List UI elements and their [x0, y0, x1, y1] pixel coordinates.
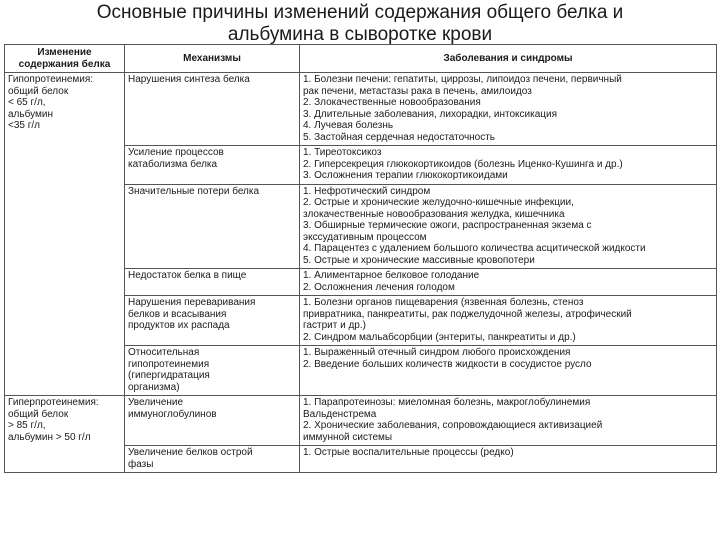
category-cell-hyperproteinemia	[5, 396, 125, 446]
table-header-row	[5, 45, 717, 73]
mechanism-cell	[125, 446, 300, 473]
table-row	[5, 73, 717, 146]
disease-line: 2. Острые и хронические желудочно-кишечные инфекции,	[303, 197, 574, 208]
category-line: < 65 г/л,	[8, 97, 46, 108]
mechanism-line: фазы	[128, 458, 154, 470]
disease-line: рак печени, метастазы рака в печень, амилоидоз	[303, 85, 532, 97]
table-row	[5, 269, 717, 296]
category-line: альбумин	[8, 108, 53, 120]
diseases-cell	[300, 146, 717, 185]
diseases-cell	[300, 73, 717, 146]
disease-line: иммунной системы	[303, 431, 393, 443]
category-line: > 85 г/л,	[8, 420, 46, 431]
header-change-line: Изменение	[37, 47, 92, 58]
disease-line: 2. Хронические заболевания, сопровождающиеся активизацией	[303, 420, 603, 431]
category-line: общий белок	[8, 85, 69, 97]
mechanism-cell	[125, 396, 300, 446]
category-cell-empty	[5, 269, 125, 296]
disease-line: 2. Гиперсекреция глюкокортикоидов (болезнь Иценко-Кушинга и др.)	[303, 158, 623, 170]
mechanism-cell	[125, 269, 300, 296]
mechanism-line: (гипергидратация	[128, 370, 210, 381]
mechanism-line: Увеличение	[128, 397, 184, 408]
mechanism-cell	[125, 73, 300, 146]
header-change-line: содержания белка	[18, 58, 111, 70]
table-row	[5, 184, 717, 269]
mechanism-line: белков и всасывания	[128, 308, 227, 320]
category-cell-empty	[5, 446, 125, 473]
disease-line: 2. Злокачественные новообразования	[303, 97, 481, 108]
header-diseases: Заболевания и синдромы	[300, 45, 717, 73]
disease-line: 1. Выраженный отечный синдром любого происхождения	[303, 347, 571, 358]
disease-line: гастрит и др.)	[303, 320, 366, 331]
disease-line: 1. Болезни органов пищеварения (язвенная болезнь, стеноз	[303, 297, 584, 308]
table-row	[5, 396, 717, 446]
disease-line: 5. Острые и хронические массивные кровопотери	[303, 254, 535, 266]
disease-line: 4. Лучевая болезнь	[303, 120, 394, 131]
mechanism-line: Относительная	[128, 347, 200, 358]
disease-line: экссудативным процессом	[303, 231, 427, 243]
mechanism-cell	[125, 184, 300, 269]
disease-line: 3. Осложнения терапии глюкокортикоидами	[303, 170, 508, 181]
table-row	[5, 446, 717, 473]
mechanism-line: организма)	[128, 381, 180, 393]
diseases-cell	[300, 346, 717, 396]
disease-line: 1. Болезни печени: гепатиты, циррозы, липоидоз печени, первичный	[303, 74, 622, 85]
disease-line: злокачественные новообразования желудка, кишечника	[303, 208, 565, 220]
header-mechanisms: Механизмы	[125, 45, 300, 73]
mechanism-line: гипопротеинемия	[128, 358, 210, 370]
diseases-cell	[300, 396, 717, 446]
disease-line: 3. Обширные термические ожоги, распространенная экзема с	[303, 220, 592, 231]
slide-title	[0, 2, 720, 46]
category-cell-empty	[5, 146, 125, 185]
mechanism-line: Усиление процессов	[128, 147, 224, 158]
mechanism-line: Увеличение белков острой	[128, 447, 253, 458]
disease-line: Вальденстрема	[303, 408, 377, 420]
diseases-cell	[300, 184, 717, 269]
mechanism-line: продуктов их распада	[128, 320, 230, 331]
mechanism-cell	[125, 146, 300, 185]
slide-title-line-2: альбумина в сыворотке крови	[227, 24, 493, 45]
disease-line: 3. Длительные заболевания, лихорадки, интоксикация	[303, 108, 557, 120]
diseases-cell	[300, 296, 717, 346]
category-cell-empty	[5, 184, 125, 269]
disease-line: привратника, панкреатиты, рак поджелудочной железы, атрофический	[303, 308, 632, 320]
slide-title-line-1: Основные причины изменений содержания общего белка и	[96, 2, 624, 23]
disease-line: 1. Нефротический синдром	[303, 185, 431, 197]
disease-line: 2. Синдром мальабсорбции (энтериты, панкреатиты и др.)	[303, 331, 576, 343]
category-line: альбумин > 50 г/л	[8, 431, 91, 443]
table-row	[5, 346, 717, 396]
diseases-cell	[300, 269, 717, 296]
causes-table	[4, 44, 717, 473]
disease-line: 1. Алиментарное белковое голодание	[303, 270, 480, 281]
category-cell-hypoproteinemia	[5, 73, 125, 146]
category-line: Гиперпротеинемия:	[8, 397, 99, 408]
disease-line: 1. Парапротеинозы: миеломная болезнь, макроглобулинемия	[303, 397, 591, 408]
disease-line: 4. Парацентез с удалением большого количества асцитической жидкости	[303, 243, 646, 254]
disease-line: 2. Осложнения лечения голодом	[303, 281, 455, 293]
category-line: <35 г/л	[8, 120, 41, 131]
disease-line: 5. Застойная сердечная недостаточность	[303, 131, 496, 143]
table-row	[5, 296, 717, 346]
mechanism-line: катаболизма белка	[128, 158, 218, 170]
category-cell-empty	[5, 296, 125, 346]
category-line: общий белок	[8, 408, 69, 420]
mechanism-cell	[125, 346, 300, 396]
mechanism-line: Недостаток белка в пище	[128, 270, 247, 281]
category-line: Гипопротеинемия:	[8, 74, 94, 85]
disease-line: 1. Острые воспалительные процессы (редко)	[303, 447, 514, 458]
category-cell-empty	[5, 346, 125, 396]
mechanism-line: иммуноглобулинов	[128, 408, 217, 420]
disease-line: 1. Тиреотоксикоз	[303, 147, 382, 158]
diseases-cell	[300, 446, 717, 473]
mechanism-line: Нарушения переваривания	[128, 297, 256, 308]
disease-line: 2. Введение больших количеств жидкости в сосудистое русло	[303, 358, 592, 370]
mechanism-line: Нарушения синтеза белка	[128, 74, 250, 85]
mechanism-line: Значительные потери белка	[128, 185, 260, 197]
header-change	[5, 45, 125, 73]
mechanism-cell	[125, 296, 300, 346]
table-row	[5, 146, 717, 185]
